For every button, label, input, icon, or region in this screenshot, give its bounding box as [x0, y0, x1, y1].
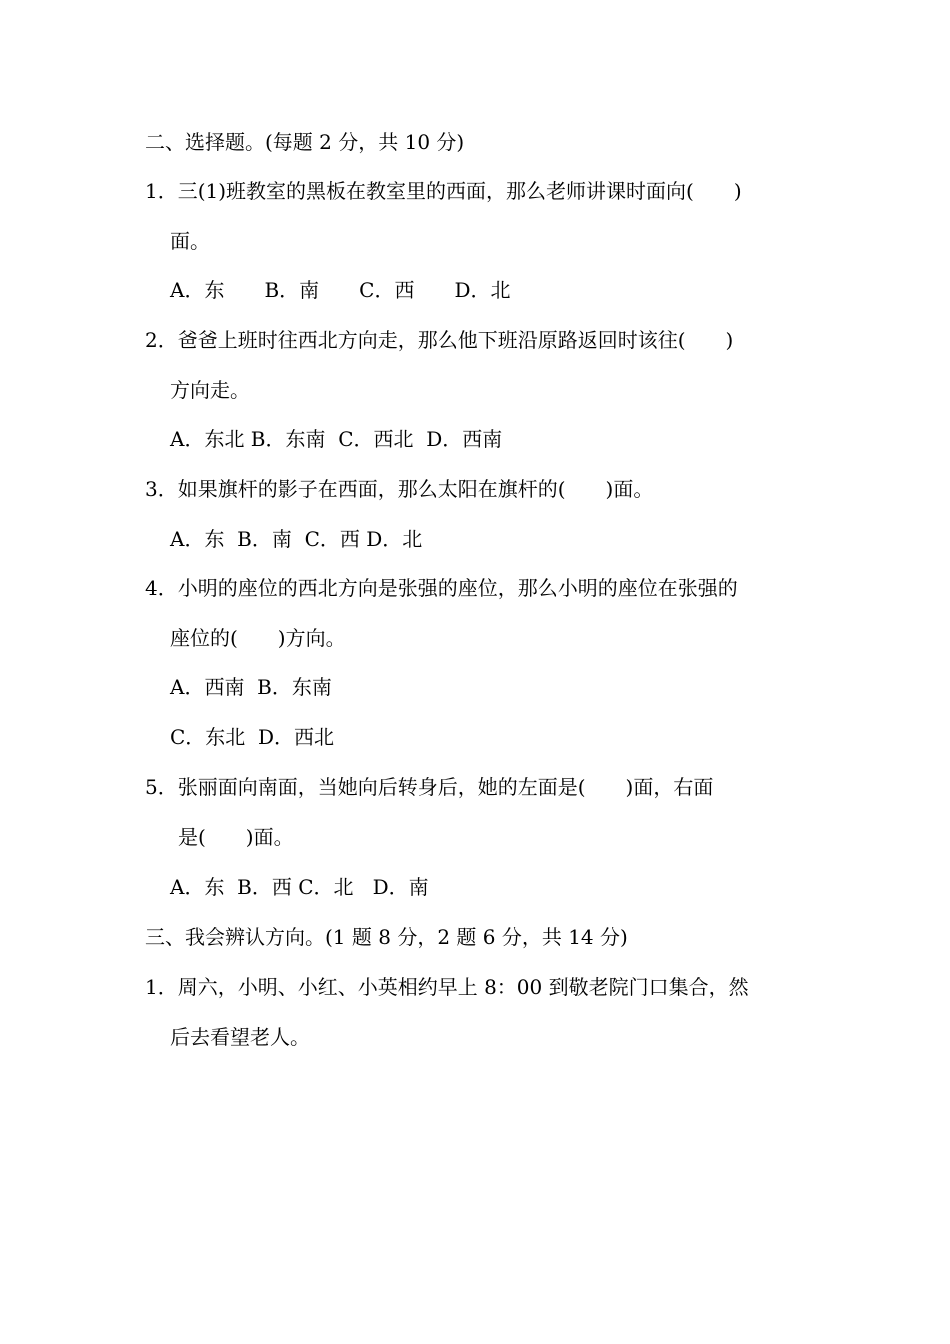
section-3-question-1-stem-line2: 后去看望老人。: [170, 1025, 310, 1049]
question-5-stem-line2: 是( )面。: [178, 825, 294, 849]
question-3-stem-line1: 3．如果旗杆的影子在西面，那么太阳在旗杆的( )面。: [145, 477, 654, 501]
question-1-stem-line2: 面。: [170, 229, 210, 253]
question-2-options: A．东北 B．东南 C．西北 D．西南: [170, 427, 503, 451]
question-1-options: A．东 B．南 C．西 D．北: [170, 278, 511, 302]
question-4-options-row1: A．西南 B．东南: [170, 675, 332, 699]
question-5-options: A．东 B．西 C．北 D．南: [170, 875, 429, 899]
section-3-question-1-stem-line1: 1．周六，小明、小红、小英相约早上 8：00 到敬老院门口集合，然: [145, 975, 749, 999]
question-5-stem-line1: 5．张丽面向南面，当她向后转身后，她的左面是( )面，右面: [145, 775, 714, 799]
section-3-heading: 三、我会辨认方向。(1 题 8 分，2 题 6 分，共 14 分): [145, 925, 628, 949]
question-1-stem-line1: 1．三(1)班教室的黑板在教室里的西面，那么老师讲课时面向( ): [145, 179, 742, 203]
question-2-stem-line1: 2．爸爸上班时往西北方向走，那么他下班沿原路返回时该往( ): [145, 328, 734, 352]
question-3-options: A．东 B．南 C．西 D．北: [170, 527, 423, 551]
question-4-stem-line1: 4．小明的座位的西北方向是张强的座位，那么小明的座位在张强的: [145, 576, 738, 600]
question-4-stem-line2: 座位的( )方向。: [170, 626, 346, 650]
section-2-heading: 二、选择题。(每题 2 分，共 10 分): [145, 130, 465, 154]
question-2-stem-line2: 方向走。: [170, 378, 250, 402]
question-4-options-row2: C．东北 D．西北: [170, 725, 335, 749]
